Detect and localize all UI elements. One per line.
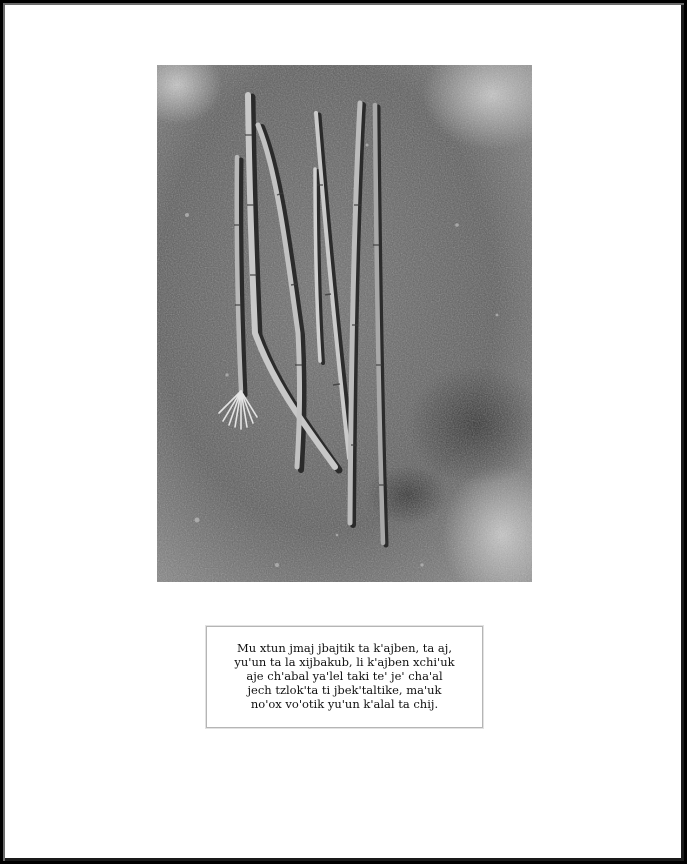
caption-line: Mu xtun jmaj jbajtik ta k'ajben, ta aj, xyxy=(236,641,452,655)
caption-line: aje ch'abal ya'lel taki te' je' cha'al xyxy=(246,669,443,683)
caption-box xyxy=(206,626,483,728)
caption-line: jech tzlok'ta ti jbek'taltike, ma'uk xyxy=(247,683,442,697)
photograph xyxy=(157,65,532,582)
caption-line: no'ox vo'otik yu'un k'alal ta chij. xyxy=(250,697,439,711)
photograph-image xyxy=(157,65,532,582)
caption-line: yu'un ta la xijbakub, li k'ajben xchi'uk xyxy=(234,655,455,669)
